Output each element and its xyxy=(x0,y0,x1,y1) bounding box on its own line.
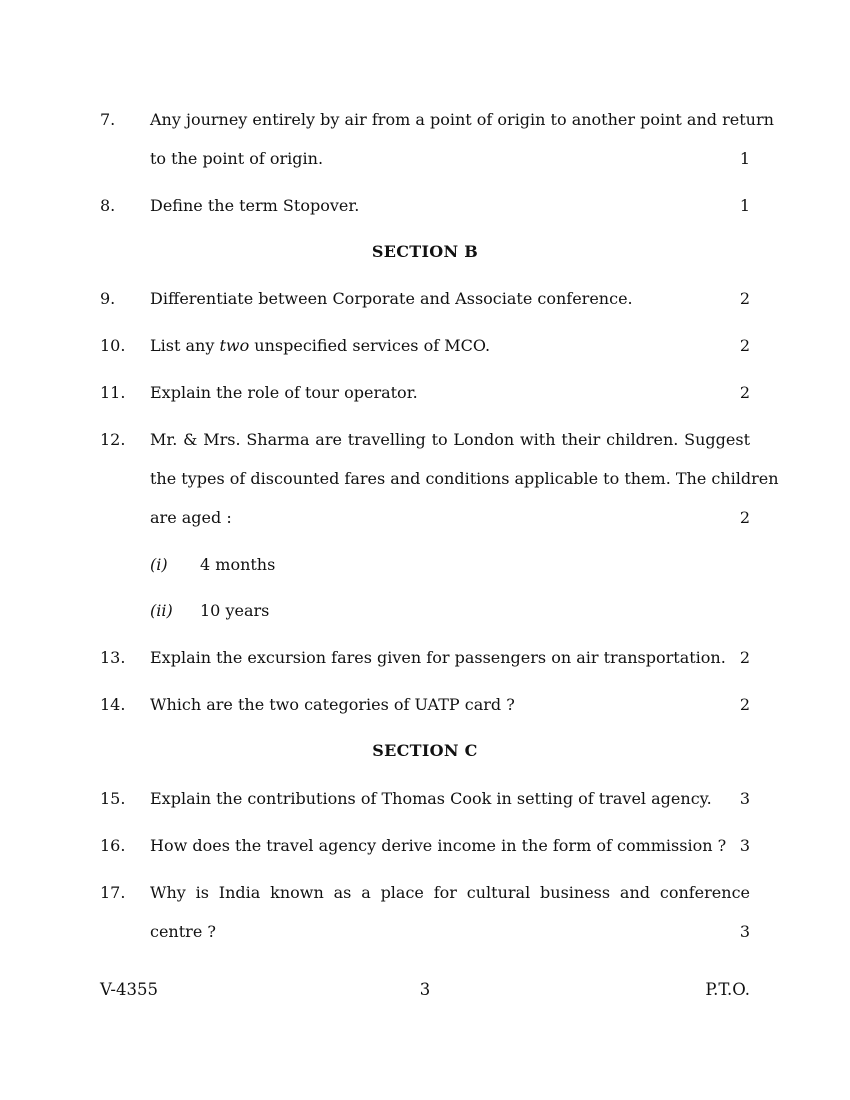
question-8 xyxy=(0,194,850,218)
question-17 xyxy=(0,881,850,905)
question-text: Mr. & Mrs. Sharma are travelling to London with their children. Suggest xyxy=(150,430,750,449)
paper-code: V-4355 xyxy=(100,980,158,999)
question-number: 17. xyxy=(100,883,126,902)
question-number: 13. xyxy=(100,648,126,667)
question-text xyxy=(150,334,750,358)
sub-item-label: (ii) xyxy=(150,601,173,620)
question-number: 14. xyxy=(100,695,126,714)
question-text: centre ? xyxy=(150,922,216,941)
question-text: to the point of origin. xyxy=(150,149,324,168)
question-marks: 1 xyxy=(739,196,750,215)
section-b-heading: SECTION B xyxy=(371,242,479,261)
page-number: 3 xyxy=(419,980,431,999)
question-text: Explain the excursion fares given for passengers on air transportation. xyxy=(150,648,726,667)
question-7 xyxy=(0,108,850,132)
question-number: 9. xyxy=(100,289,116,308)
question-13 xyxy=(0,646,850,670)
question-marks: 2 xyxy=(739,695,750,714)
sub-item xyxy=(0,599,850,623)
question-number: 11. xyxy=(100,383,126,402)
question-marks: 3 xyxy=(739,922,750,941)
sub-item-text: 10 years xyxy=(200,601,270,620)
question-number: 12. xyxy=(100,430,126,449)
question-text-start: List any xyxy=(150,336,220,355)
question-17-continued xyxy=(0,920,850,944)
question-text: are aged : xyxy=(150,508,232,527)
question-text: How does the travel agency derive income in the form of commission ? xyxy=(150,836,727,855)
question-text: Explain the role of tour operator. xyxy=(150,383,418,402)
question-12 xyxy=(0,428,850,452)
sub-item-text: 4 months xyxy=(200,555,276,574)
question-marks: 2 xyxy=(739,336,750,355)
question-marks: 1 xyxy=(739,149,750,168)
question-number: 10. xyxy=(100,336,126,355)
question-marks: 2 xyxy=(739,383,750,402)
sub-item xyxy=(0,553,850,577)
question-text: Why is India known as a place for cultural business and conference xyxy=(150,883,750,902)
question-number: 8. xyxy=(100,196,116,215)
question-text: Which are the two categories of UATP card ? xyxy=(150,695,515,714)
question-11 xyxy=(0,381,850,405)
question-text: the types of discounted fares and conditions applicable to them. The children xyxy=(150,469,779,488)
question-marks: 2 xyxy=(739,508,750,527)
question-text: Any journey entirely by air from a point of origin to another point and return xyxy=(150,110,774,129)
pto-label: P.T.O. xyxy=(705,980,750,999)
question-number: 7. xyxy=(100,110,116,129)
question-12-line-2 xyxy=(0,467,850,491)
question-marks: 2 xyxy=(739,289,750,308)
question-9 xyxy=(0,287,850,311)
question-number: 15. xyxy=(100,789,126,808)
question-10 xyxy=(0,334,850,358)
question-text: Differentiate between Corporate and Associate conference. xyxy=(150,289,633,308)
question-text: Define the term Stopover. xyxy=(150,196,360,215)
question-marks: 2 xyxy=(739,648,750,667)
question-text: Explain the contributions of Thomas Cook in setting of travel agency. xyxy=(150,789,712,808)
question-text-end: unspecified services of MCO. xyxy=(249,336,491,355)
question-marks: 3 xyxy=(739,836,750,855)
question-number: 16. xyxy=(100,836,126,855)
question-text-emphasis: two xyxy=(219,336,250,355)
question-15 xyxy=(0,787,850,811)
question-7-continued xyxy=(0,147,850,171)
question-16 xyxy=(0,834,850,858)
question-14 xyxy=(0,693,850,717)
question-12-line-3 xyxy=(0,506,850,530)
sub-item-label: (i) xyxy=(150,555,168,574)
section-c-heading: SECTION C xyxy=(372,741,478,760)
question-marks: 3 xyxy=(739,789,750,808)
